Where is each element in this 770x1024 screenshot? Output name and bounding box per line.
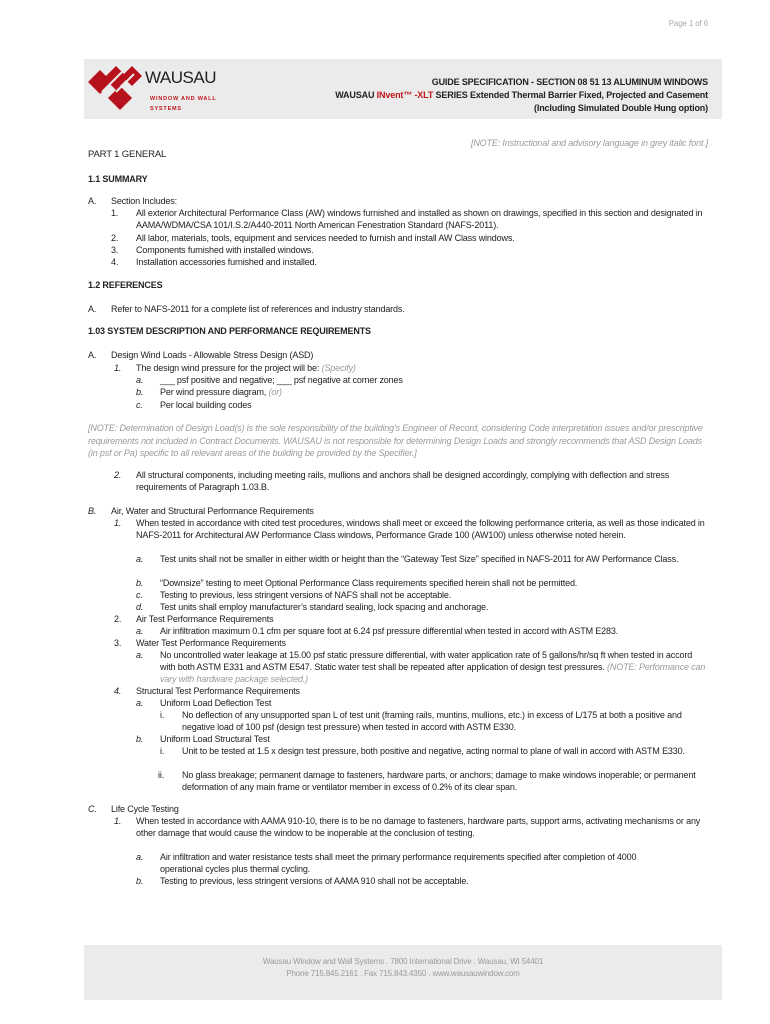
list-item <box>136 553 708 565</box>
title-line-3: (Including Simulated Double Hung option) <box>534 103 708 113</box>
list-item <box>111 244 708 256</box>
list-item <box>136 601 708 613</box>
list-item <box>114 469 708 493</box>
marker: 3. <box>114 638 122 648</box>
list-item <box>114 613 708 625</box>
marker: ii. <box>158 770 165 780</box>
marker: i. <box>160 710 165 720</box>
text: Air infiltration and water resistance tests shall meet the primary performance requirements specified after completion of 4000 operational cycles plus thermal cycling. <box>160 852 637 874</box>
para <box>88 303 708 315</box>
text: Life Cycle Testing <box>111 804 179 814</box>
advisory-text: (Specify) <box>321 363 356 373</box>
text: Unit to be tested at 1.5 x design test pressure, both positive and negative, acting normal to plane of wall in accord with ASTM E330. <box>182 746 685 756</box>
product-brand: INvent™ -XLT <box>376 90 434 100</box>
marker: A. <box>88 196 97 206</box>
marker: a. <box>136 375 144 385</box>
text: Design Wind Loads - Allowable Stress Design (ASD) <box>111 350 314 360</box>
text: No glass breakage; permanent damage to fasteners, hardware parts, or anchors; damage to make windows inoperable; or permanent deformation of any main frame or ventilator member in excess of 0.2% of its clear span. <box>182 770 696 792</box>
marker: a. <box>136 650 144 660</box>
list-item <box>136 577 708 589</box>
list-item <box>111 256 708 268</box>
text: Per local building codes <box>160 400 252 410</box>
logo-tagline-1: WINDOW AND WALL <box>150 96 217 102</box>
list-item <box>114 517 708 541</box>
marker: i. <box>160 746 165 756</box>
para <box>88 505 708 517</box>
text: No deflection of any unsupported span L of test unit (framing rails, muntins, mullions, etc.) in excess of L/175 at both a positive and negative load of 100 psf (design test pressure) when tested in accord with ASTM E330. <box>182 710 682 732</box>
text: Test units shall not be smaller in either width or height than the “Gateway Test Size” specified in NAFS-2011 for AW Performance Class. <box>160 554 679 564</box>
advisory-note: [NOTE: Instructional and advisory language in grey italic font.] <box>470 138 708 148</box>
marker: a. <box>136 626 144 636</box>
advisory-text: (NOTE: Performance can vary with hardware package selected.) <box>160 662 706 684</box>
list-item <box>114 685 708 697</box>
text: All structural components, including meeting rails, mullions and anchors shall be designed accordingly, complying with deflection and stress requirements of Paragraph 1.03.B. <box>136 470 670 492</box>
list-item <box>114 637 708 649</box>
list-item <box>160 745 708 757</box>
text: When tested in accordance with cited test procedures, windows shall meet or exceed the following performance criteria, as well as those indicated in NAFS-2011 for Architectural AW Performance Class windows, Performance Grade 100 (AW100) unless otherwise noted herein. <box>136 518 705 540</box>
logo-mark-icon <box>86 60 146 112</box>
para <box>88 803 708 815</box>
list-item <box>136 386 708 398</box>
list-item <box>136 697 708 709</box>
section-heading: 1.1 SUMMARY <box>88 174 148 184</box>
text: ___ psf positive and negative; ___ psf negative at corner zones <box>160 375 403 385</box>
marker: a. <box>136 698 144 708</box>
text: All labor, materials, tools, equipment and services needed to furnish and install AW Class windows. <box>136 233 515 243</box>
list-item <box>136 374 708 386</box>
marker: A. <box>88 304 97 314</box>
marker: 2. <box>114 470 122 480</box>
list-item <box>136 733 708 745</box>
text: “Downsize” testing to meet Optional Performance Class requirements specified herein shall not be permitted. <box>160 578 578 588</box>
marker: 1. <box>114 816 122 826</box>
text: Uniform Load Deflection Test <box>160 698 272 708</box>
marker: B. <box>88 506 97 516</box>
marker: d. <box>136 602 144 612</box>
list-item <box>111 207 708 231</box>
text: Structural Test Performance Requirements <box>136 686 300 696</box>
para <box>88 195 708 207</box>
text: The design wind pressure for the project will be: <box>136 363 322 373</box>
list-item <box>114 815 708 839</box>
section-heading: 1.2 REFERENCES <box>88 280 163 290</box>
logo-tagline-2: SYSTEMS <box>150 106 182 112</box>
advisory-text: (or) <box>268 387 282 397</box>
title-line-2 <box>335 89 708 102</box>
page-number: Page 1 of 6 <box>668 19 708 28</box>
text: Components furnished with installed windows. <box>136 245 314 255</box>
text: When tested in accordance with AAMA 910-10, there is to be no damage to fasteners, hardware parts, support arms, activating mechanisms or any other damage that would cause the window to be inoperable at the conclusion of testing. <box>136 816 701 838</box>
list-item <box>136 399 708 411</box>
list-item <box>111 232 708 244</box>
text: Air Test Performance Requirements <box>136 614 274 624</box>
marker: b. <box>136 578 144 588</box>
list-item <box>136 875 708 887</box>
text: Installation accessories furnished and installed. <box>136 257 317 267</box>
marker: 1. <box>114 518 122 528</box>
text: Water Test Performance Requirements <box>136 638 286 648</box>
para <box>88 349 708 361</box>
marker: A. <box>88 350 97 360</box>
text: Per wind pressure diagram, <box>160 387 269 397</box>
text: Section Includes: <box>111 196 177 206</box>
text: Air infiltration maximum 0.1 cfm per square foot at 6.24 psf pressure differential when tested in accord with ASTM E283. <box>160 626 619 636</box>
footer-contact: Phone 715.845.2161 . Fax 715.843.4350 . www.wausauwindow.com <box>286 969 520 978</box>
title-wausau: WAUSAU <box>335 90 377 100</box>
list-item <box>160 709 708 733</box>
marker: 1. <box>111 208 119 218</box>
list-item <box>136 649 708 685</box>
text: All exterior Architectural Performance Class (AW) windows furnished and installed as shown on drawings, specified in this section and designated in AAMA/WDMA/CSA 101/I.S.2/A440-2011 North American Fenestration Standard (NAFS-2011). <box>136 208 703 230</box>
marker: C. <box>88 804 97 814</box>
list-item <box>136 625 708 637</box>
text: Uniform Load Structural Test <box>160 734 270 744</box>
footer <box>84 956 722 980</box>
title-series: SERIES Extended Thermal Barrier Fixed, Projected and Casement <box>433 90 708 100</box>
marker: b. <box>136 387 144 397</box>
marker: a. <box>136 554 144 564</box>
list-item <box>158 769 708 793</box>
section-heading: 1.03 SYSTEM DESCRIPTION AND PERFORMANCE REQUIREMENTS <box>88 326 371 336</box>
text: No uncontrolled water leakage at 15.00 psf static pressure differential, with water application rate of 5 gallons/hr/sq ft when tested in accord with both ASTM E331 and ASTM E547. Static water test shall be repeated after application of design test pressures. <box>160 650 693 672</box>
marker: 2. <box>114 614 122 624</box>
logo-wordmark: WAUSAU <box>145 68 216 87</box>
advisory-note: [NOTE: Determination of Design Load(s) is the sole responsibility of the building's Engineer of Record, considering Code interpretation issues and/or prescriptive requirements not included in Contract Documents. WAUSAU is not responsible for determining Design Loads and strongly recommends that ASD Design Loads (in psf or Pa) specific to all relevant areas of the building be provided by the Specifier.] <box>88 423 703 458</box>
marker: b. <box>136 876 144 886</box>
document-title <box>335 76 708 115</box>
part-heading: PART 1 GENERAL <box>88 149 167 160</box>
wausau-logo <box>86 60 146 114</box>
title-line-1: GUIDE SPECIFICATION - SECTION 08 51 13 ALUMINUM WINDOWS <box>431 77 708 87</box>
text: Air, Water and Structural Performance Requirements <box>111 506 314 516</box>
marker: 1. <box>114 363 122 373</box>
list-item <box>114 362 708 374</box>
marker: a. <box>136 852 144 862</box>
marker: c. <box>136 590 143 600</box>
text: Test units shall employ manufacturer’s standard sealing, lock spacing and anchorage. <box>160 602 489 612</box>
text: Testing to previous, less stringent versions of NAFS shall not be acceptable. <box>160 590 452 600</box>
list-item <box>136 589 708 601</box>
marker: b. <box>136 734 144 744</box>
marker: 2. <box>111 233 119 243</box>
marker: 3. <box>111 245 119 255</box>
footer-address: Wausau Window and Wall Systems . 7800 International Drive . Wausau, WI 54401 <box>262 957 544 966</box>
marker: 4. <box>114 686 122 696</box>
list-item <box>136 851 676 875</box>
text: Refer to NAFS-2011 for a complete list of references and industry standards. <box>111 304 405 314</box>
text: Testing to previous, less stringent versions of AAMA 910 shall not be acceptable. <box>160 876 469 886</box>
marker: c. <box>136 400 143 410</box>
marker: 4. <box>111 257 119 267</box>
